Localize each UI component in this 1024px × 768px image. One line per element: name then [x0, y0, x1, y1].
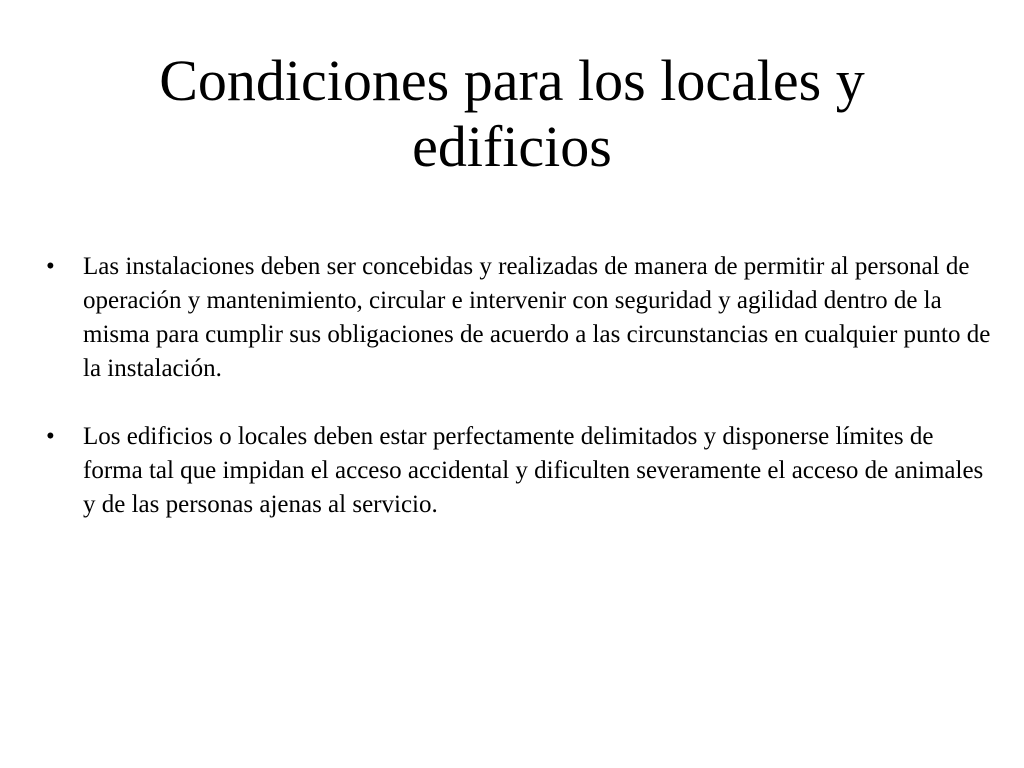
bullet-list: [44, 250, 994, 556]
bullet-item: [44, 420, 994, 522]
bullet-dot-icon: •: [46, 253, 55, 280]
bullet-text: Los edificios o locales deben estar perfectamente delimitados y disponerse límites de forma tal que impidan el acceso accidental y dificulten severamente el acceso de animales y de las personas ajenas al servicio.: [83, 423, 984, 518]
bullet-item: [44, 250, 994, 386]
bullet-text: Las instalaciones deben ser concebidas y realizadas de manera de permitir al personal de operación y mantenimiento, circular e intervenir con seguridad y agilidad dentro de la misma para cumplir sus obligaciones de acuerdo a las circunstancias en cualquier punto de la instalación.: [83, 253, 991, 382]
slide-title: Condiciones para los locales y edificios: [159, 48, 865, 179]
bullet-dot-icon: •: [46, 423, 55, 450]
